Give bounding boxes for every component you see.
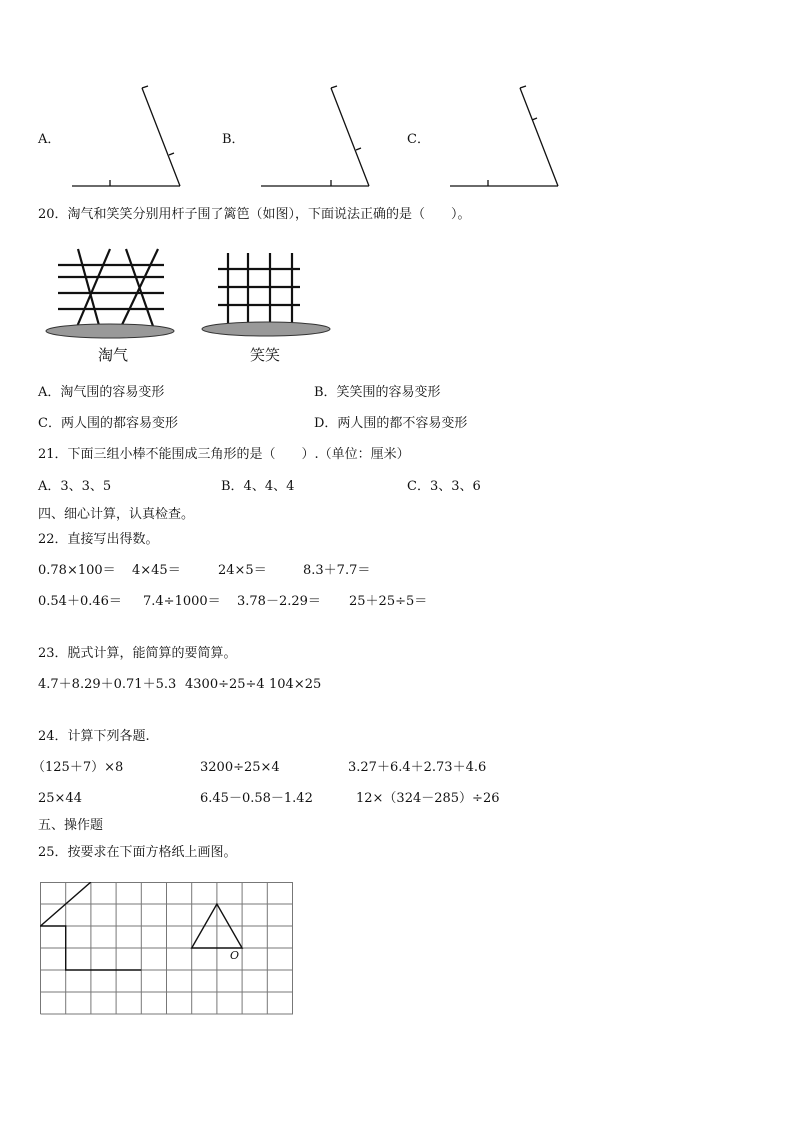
q24-item: 3200÷25×4 (200, 760, 280, 775)
q20-option-c: C．两人围的都容易变形 (38, 416, 178, 431)
q23-item: 4300÷25÷4 (185, 677, 265, 692)
q25-grid-paper (40, 882, 296, 1018)
q19-angle-figure-b (257, 82, 377, 192)
section-5-heading: 五、操作题 (38, 818, 104, 833)
q20-fence-figure-right (198, 245, 338, 345)
q19-angle-figure-c (446, 82, 566, 192)
q19-option-b-label: B． (222, 132, 245, 147)
q24-item: （125＋7）×8 (32, 760, 124, 775)
q19-option-a-label: A． (38, 132, 61, 147)
q22-item: 8.3＋7.7＝ (303, 563, 371, 578)
q20-option-a: A．淘气围的容易变形 (38, 385, 165, 400)
q22-item: 7.4÷1000＝ (143, 594, 221, 609)
q20-fence-figure-left (40, 245, 180, 345)
q20-stem: 20．淘气和笑笑分别用杆子围了篱笆（如图），下面说法正确的是（ ）。 (38, 207, 471, 222)
q25-stem: 25．按要求在下面方格纸上画图。 (38, 845, 237, 860)
q19-option-c-label: C． (407, 132, 430, 147)
q20-option-b: B．笑笑围的容易变形 (314, 385, 441, 400)
q22-item: 3.78－2.29＝ (237, 594, 321, 609)
q20-fence-right-label: 笑笑 (250, 346, 281, 364)
q20-option-d: D．两人围的都不容易变形 (314, 416, 468, 431)
q24-item: 12×（324－285）÷26 (356, 791, 500, 806)
q24-item: 6.45－0.58－1.42 (200, 791, 313, 806)
q25-point-o-label: O (230, 949, 240, 962)
q21-stem: 21．下面三组小棒不能围成三角形的是（ ）.（单位：厘米） (38, 447, 410, 462)
q24-item: 25×44 (38, 791, 82, 806)
q22-stem: 22．直接写出得数。 (38, 532, 159, 547)
q21-option-c: C．3、3、6 (407, 479, 481, 494)
q20-fence-left-label: 淘气 (98, 346, 129, 364)
q22-item: 24×5＝ (218, 563, 267, 578)
q24-stem: 24．计算下列各题. (38, 729, 150, 744)
q22-item: 0.78×100＝ (38, 563, 116, 578)
section-4-heading: 四、细心计算，认真检查。 (38, 507, 195, 522)
q22-item: 4×45＝ (132, 563, 181, 578)
q23-item: 104×25 (269, 677, 322, 692)
q23-item: 4.7＋8.29＋0.71＋5.3 (38, 677, 177, 692)
q22-item: 0.54＋0.46＝ (38, 594, 122, 609)
q23-stem: 23．脱式计算，能简算的要简算。 (38, 646, 237, 661)
q19-angle-figure-a (68, 82, 188, 192)
q24-item: 3.27＋6.4＋2.73＋4.6 (348, 760, 487, 775)
q21-option-b: B．4、4、4 (221, 479, 295, 494)
q22-item: 25＋25÷5＝ (349, 594, 428, 609)
q21-option-a: A．3、3、5 (38, 479, 112, 494)
